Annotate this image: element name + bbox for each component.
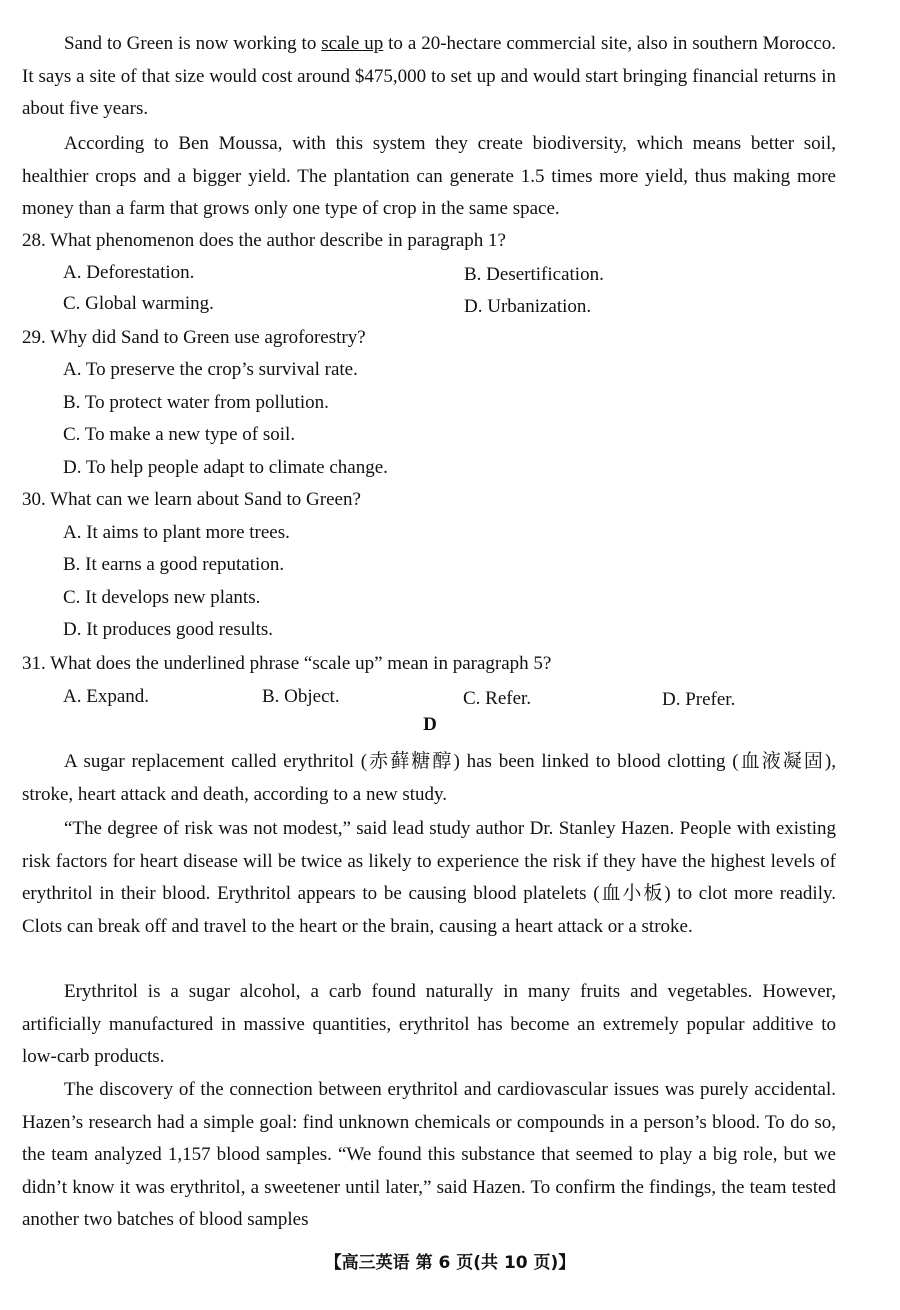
section-d-paragraph-1: A sugar replacement called erythritol (赤藓糖醇) has been linked to blood clotting (血液凝固), stroke, heart attack and death, according to a new study. [22,751,836,805]
question-29-option-d[interactable]: D. To help people adapt to climate change. [63,457,388,478]
underlined-phrase: scale up [321,33,384,54]
question-28-stem: 28. What phenomenon does the author describe in paragraph 1? [22,230,506,251]
question-28-option-d[interactable]: D. Urbanization. [464,296,592,317]
section-d-paragraph-3: Erythritol is a sugar alcohol, a carb found naturally in many fruits and vegetables. However, artificially manufactured in massive quantities, erythritol has become an extremely popular additive to low-carb products. [22,981,836,1067]
question-29-stem: 29. Why did Sand to Green use agroforestry? [22,327,366,348]
question-31-option-b[interactable]: B. Object. [262,686,340,707]
paragraph-5-text-after: to a 20-hectare commercial site, also in southern Morocco. It says a site of that size would cost around $475,000 to set up and would start bringing financial returns in about five years. [22,33,836,119]
question-31-stem: 31. What does the underlined phrase “scale up” mean in paragraph 5? [22,653,552,674]
question-28-option-a[interactable]: A. Deforestation. [63,262,195,283]
question-30-option-d[interactable]: D. It produces good results. [63,619,274,640]
paragraph-6: According to Ben Moussa, with this system they create biodiversity, which means better soil, healthier crops and a bigger yield. The plantation can generate 1.5 times more yield, thus making more money than a farm that grows only one type of crop in the same space. [22,133,836,219]
section-d-paragraph-4: The discovery of the connection between erythritol and cardiovascular issues was purely accidental. Hazen’s research had a simple goal: find unknown chemicals or compounds in a person’s blood. To do so, the team analyzed 1,157 blood samples. “We found this substance that seemed to play a big role, but we didn’t know it was erythritol, a sweetener until later,” said Hazen. To confirm the findings, the team tested another two batches of blood samples [22,1079,836,1230]
page-footer: 【高三英语 第 6 页(共 10 页)】 [324,1253,576,1273]
question-29-option-a[interactable]: A. To preserve the crop’s survival rate. [63,359,358,380]
section-d-heading: D [423,714,437,735]
question-31-option-c[interactable]: C. Refer. [463,688,532,709]
question-30-option-b[interactable]: B. It earns a good reputation. [63,554,285,575]
question-29-option-b[interactable]: B. To protect water from pollution. [63,392,329,413]
question-30-option-a[interactable]: A. It aims to plant more trees. [63,522,290,543]
section-d-paragraph-2: “The degree of risk was not modest,” said lead study author Dr. Stanley Hazen. People with existing risk factors for heart disease will be twice as likely to experience the risk if they have the highest levels of erythritol in their blood. Erythritol appears to be causing blood platelets (血小板) to clot more readily. Clots can break off and travel to the heart or the brain, causing a heart attack or a stroke. [22,818,836,937]
question-30-option-c[interactable]: C. It develops new plants. [63,587,261,608]
question-29-option-c[interactable]: C. To make a new type of soil. [63,424,296,445]
question-28-option-c[interactable]: C. Global warming. [63,293,214,314]
question-30-stem: 30. What can we learn about Sand to Green? [22,489,361,510]
question-31-option-d[interactable]: D. Prefer. [662,689,736,710]
question-31-option-a[interactable]: A. Expand. [63,686,150,707]
paragraph-5 [22,28,836,126]
question-28-option-b[interactable]: B. Desertification. [464,264,604,285]
paragraph-5-text-before: Sand to Green is now working to [64,33,322,54]
